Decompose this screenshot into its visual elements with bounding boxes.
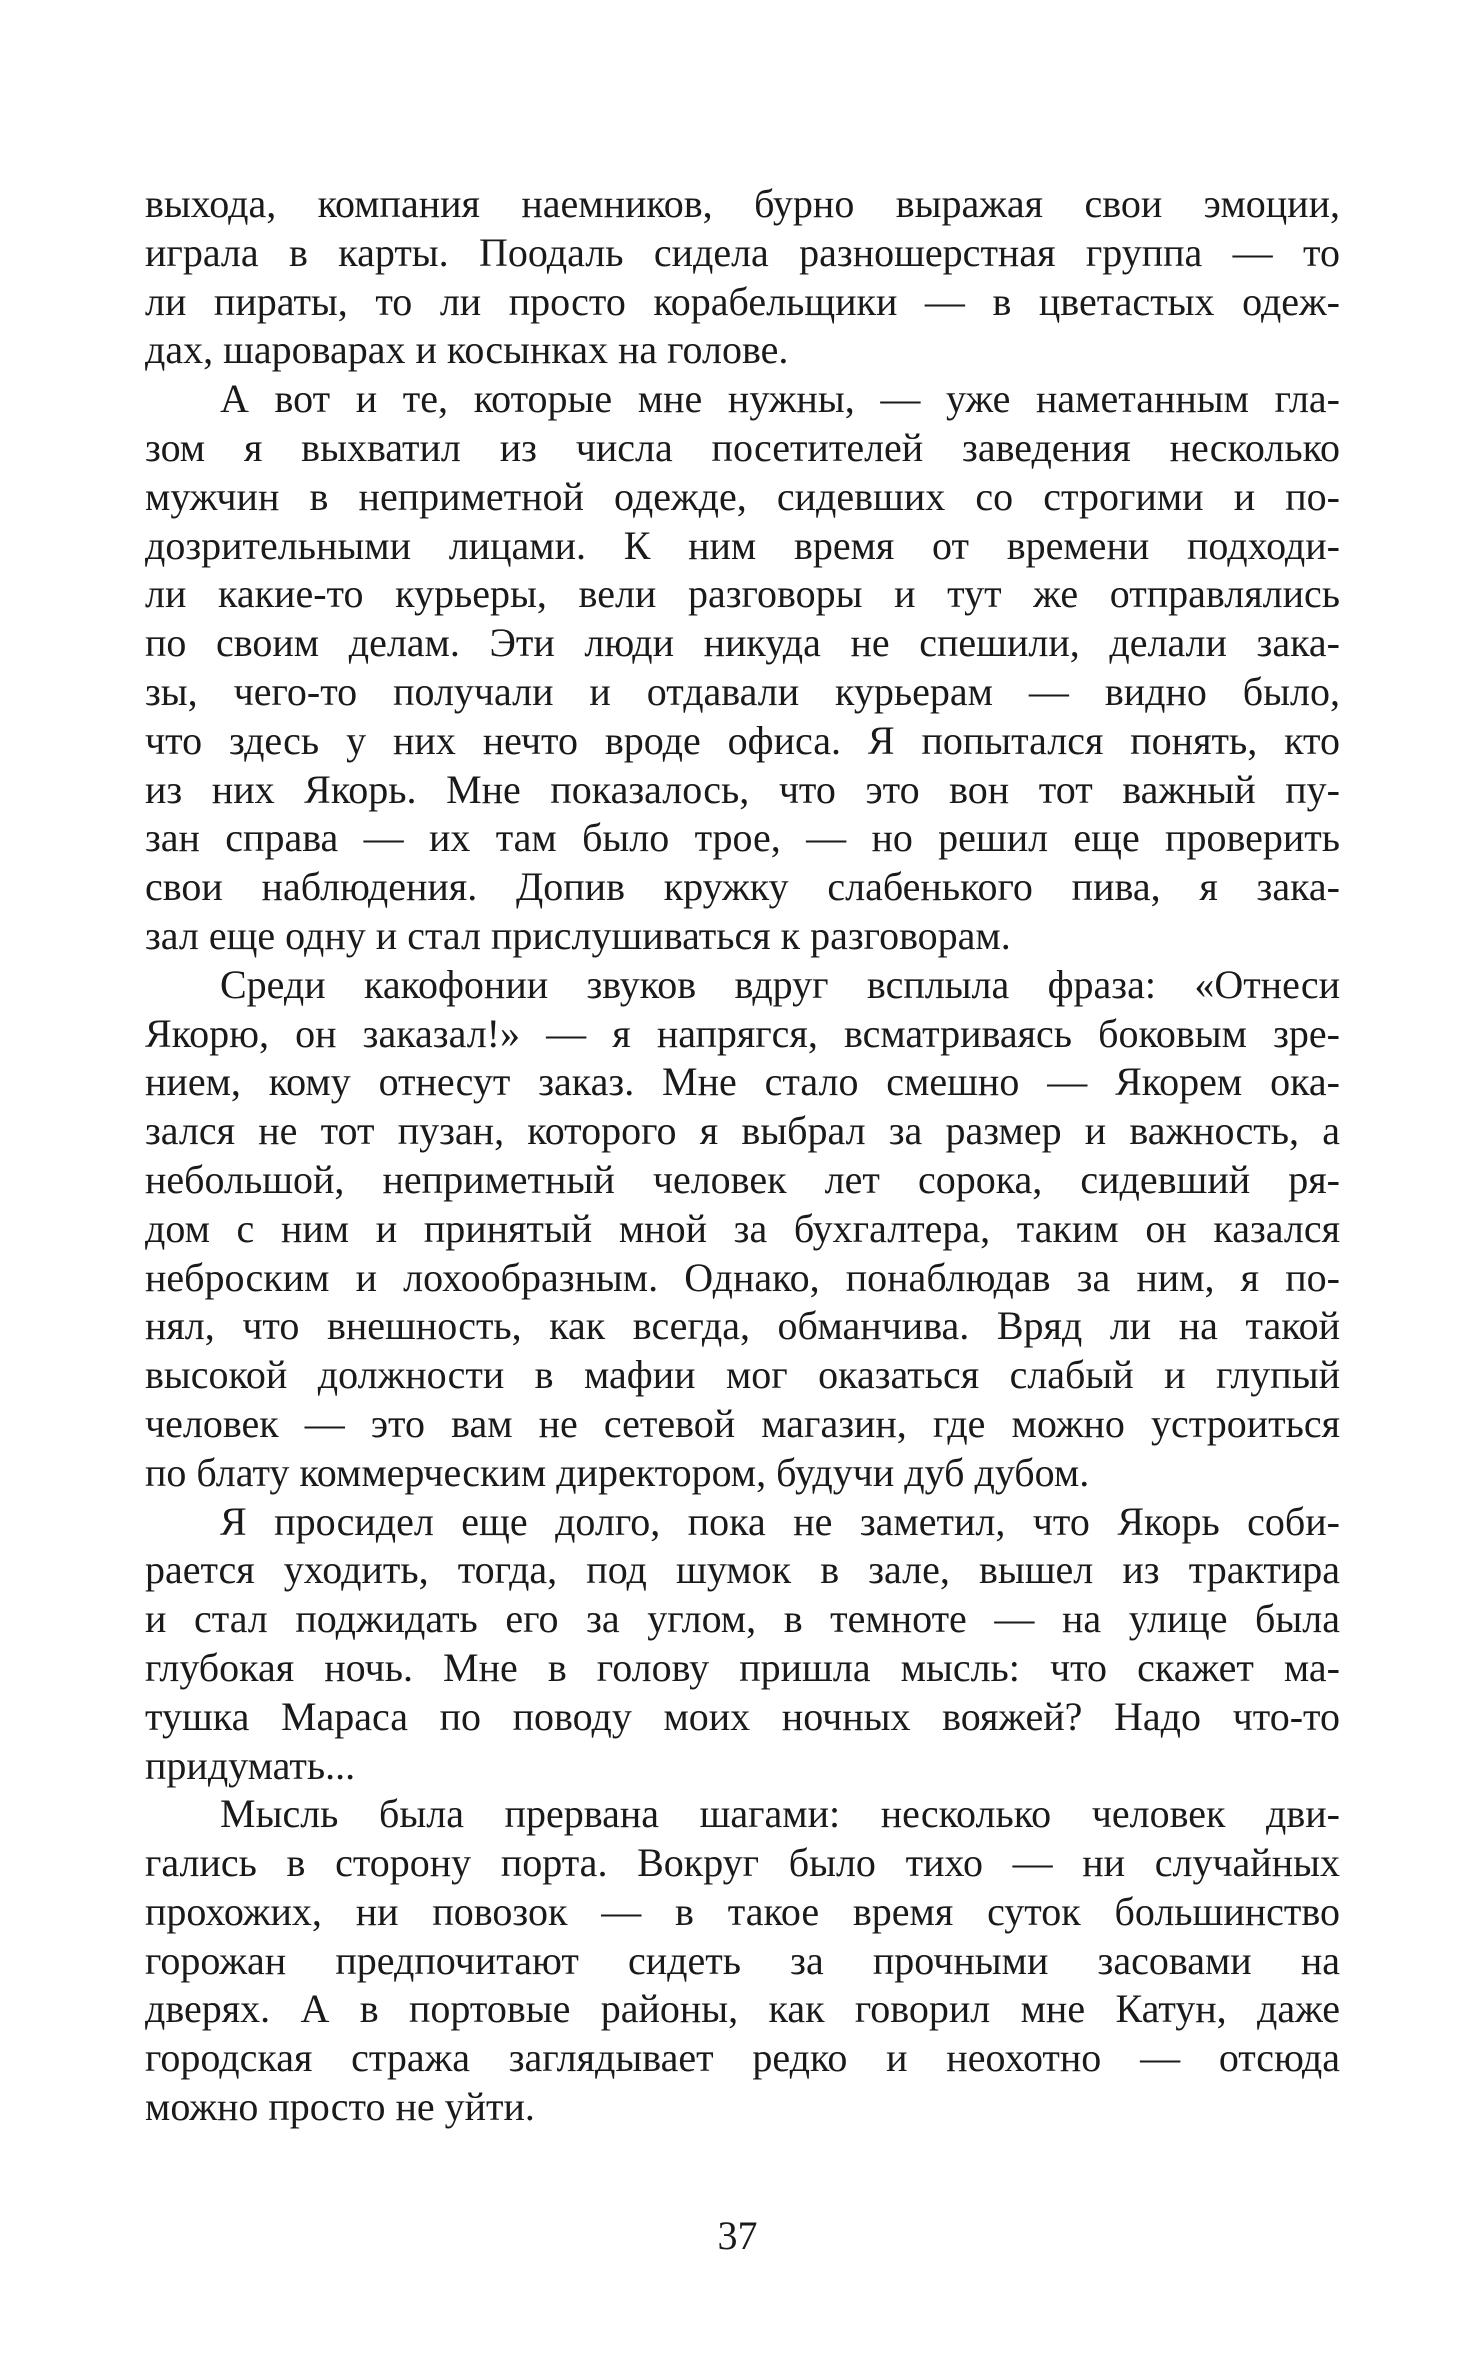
paragraph	[145, 180, 1340, 375]
text-line: дозрительными лицами. К ним время от времени подходи-	[145, 522, 1340, 568]
text-line: нял, что внешность, как всегда, обманчива. Вряд ли на такой	[145, 1303, 1340, 1349]
text-line: гались в сторону порта. Вокруг было тихо — ни случайных	[145, 1840, 1340, 1886]
text-line: рается уходить, тогда, под шумок в зале, вышел из трактира	[145, 1547, 1340, 1593]
text-line: горожан предпочитают сидеть за прочными засовами на	[145, 1937, 1340, 1983]
text-line: играла в карты. Поодаль сидела разношерстная группа — то	[145, 229, 1340, 275]
text-line: зом я выхватил из числа посетителей заведения несколько	[145, 424, 1340, 470]
text-line: мужчин в неприметной одежде, сидевших со строгими и по-	[145, 473, 1340, 519]
text-line: городская стража заглядывает редко и неохотно — отсюда	[145, 2035, 1340, 2081]
text-line: глубокая ночь. Мне в голову пришла мысль: что скажет ма-	[145, 1644, 1340, 1690]
text-line: дах, шароварах и косынках на голове.	[145, 327, 789, 373]
text-line: дом с ним и принятый мной за бухгалтера, таким он казался	[145, 1205, 1340, 1251]
text-line: тушка Мараса по поводу моих ночных вояжей? Надо что-то	[145, 1693, 1340, 1739]
text-line: что здесь у них нечто вроде офиса. Я попытался понять, кто	[145, 717, 1340, 763]
text-line: ли пираты, то ли просто корабельщики — в цветастых одеж-	[145, 278, 1340, 324]
text-line: Мысль была прервана шагами: несколько человек дви-	[220, 1791, 1340, 1837]
text-line: свои наблюдения. Допив кружку слабенького пива, я зака-	[145, 864, 1340, 910]
text-line: придумать...	[145, 1742, 356, 1788]
text-line: прохожих, ни повозок — в такое время суток большинство	[145, 1888, 1340, 1934]
text-line: Среди какофонии звуков вдруг всплыла фраза: «Отнеси	[220, 961, 1340, 1007]
text-line: по своим делам. Эти люди никуда не спешили, делали зака-	[145, 620, 1340, 666]
text-line: небольшой, неприметный человек лет сорока, сидевший ря-	[145, 1156, 1340, 1202]
text-line: зал еще одну и стал прислушиваться к разговорам.	[145, 912, 1011, 958]
text-line: по блату коммерческим директором, будучи дуб дубом.	[145, 1449, 1090, 1495]
page-body	[145, 180, 1340, 2132]
text-line: и стал поджидать его за углом, в темноте — на улице была	[145, 1596, 1340, 1642]
page-number: 37	[717, 2213, 758, 2258]
text-line: зы, чего-то получали и отдавали курьерам — видно было,	[145, 668, 1340, 714]
text-line: нием, кому отнесут заказ. Мне стало смешно — Якорем ока-	[145, 1059, 1340, 1105]
paragraph	[145, 375, 1340, 961]
text-line: А вот и те, которые мне нужны, — уже наметанным гла-	[220, 376, 1340, 422]
text-line: высокой должности в мафии мог оказаться слабый и глупый	[145, 1352, 1340, 1398]
text-line: Якорю, он заказал!» — я напрягся, всматриваясь боковым зре-	[145, 1010, 1340, 1056]
text-line: зался не тот пузан, которого я выбрал за размер и важность, а	[145, 1108, 1340, 1154]
text-line: из них Якорь. Мне показалось, что это вон тот важный пу-	[145, 766, 1340, 812]
text-line: Я просидел еще долго, пока не заметил, что Якорь соби-	[220, 1498, 1340, 1544]
text-line: выхода, компания наемников, бурно выражая свои эмоции,	[145, 181, 1340, 226]
text-line: человек — это вам не сетевой магазин, где можно устроиться	[145, 1400, 1340, 1446]
text-line: ли какие-то курьеры, вели разговоры и тут же отправлялись	[145, 571, 1340, 617]
paragraph	[145, 961, 1340, 1498]
paragraph	[145, 1790, 1340, 2132]
text-line: зан справа — их там было трое, — но решил еще проверить	[145, 815, 1340, 861]
text-line: дверях. А в портовые районы, как говорил мне Катун, даже	[145, 1986, 1340, 2032]
paragraph	[145, 1498, 1340, 1791]
text-line: можно просто не уйти.	[145, 2084, 535, 2130]
text-line: неброским и лохообразным. Однако, понаблюдав за ним, я по-	[145, 1254, 1340, 1300]
